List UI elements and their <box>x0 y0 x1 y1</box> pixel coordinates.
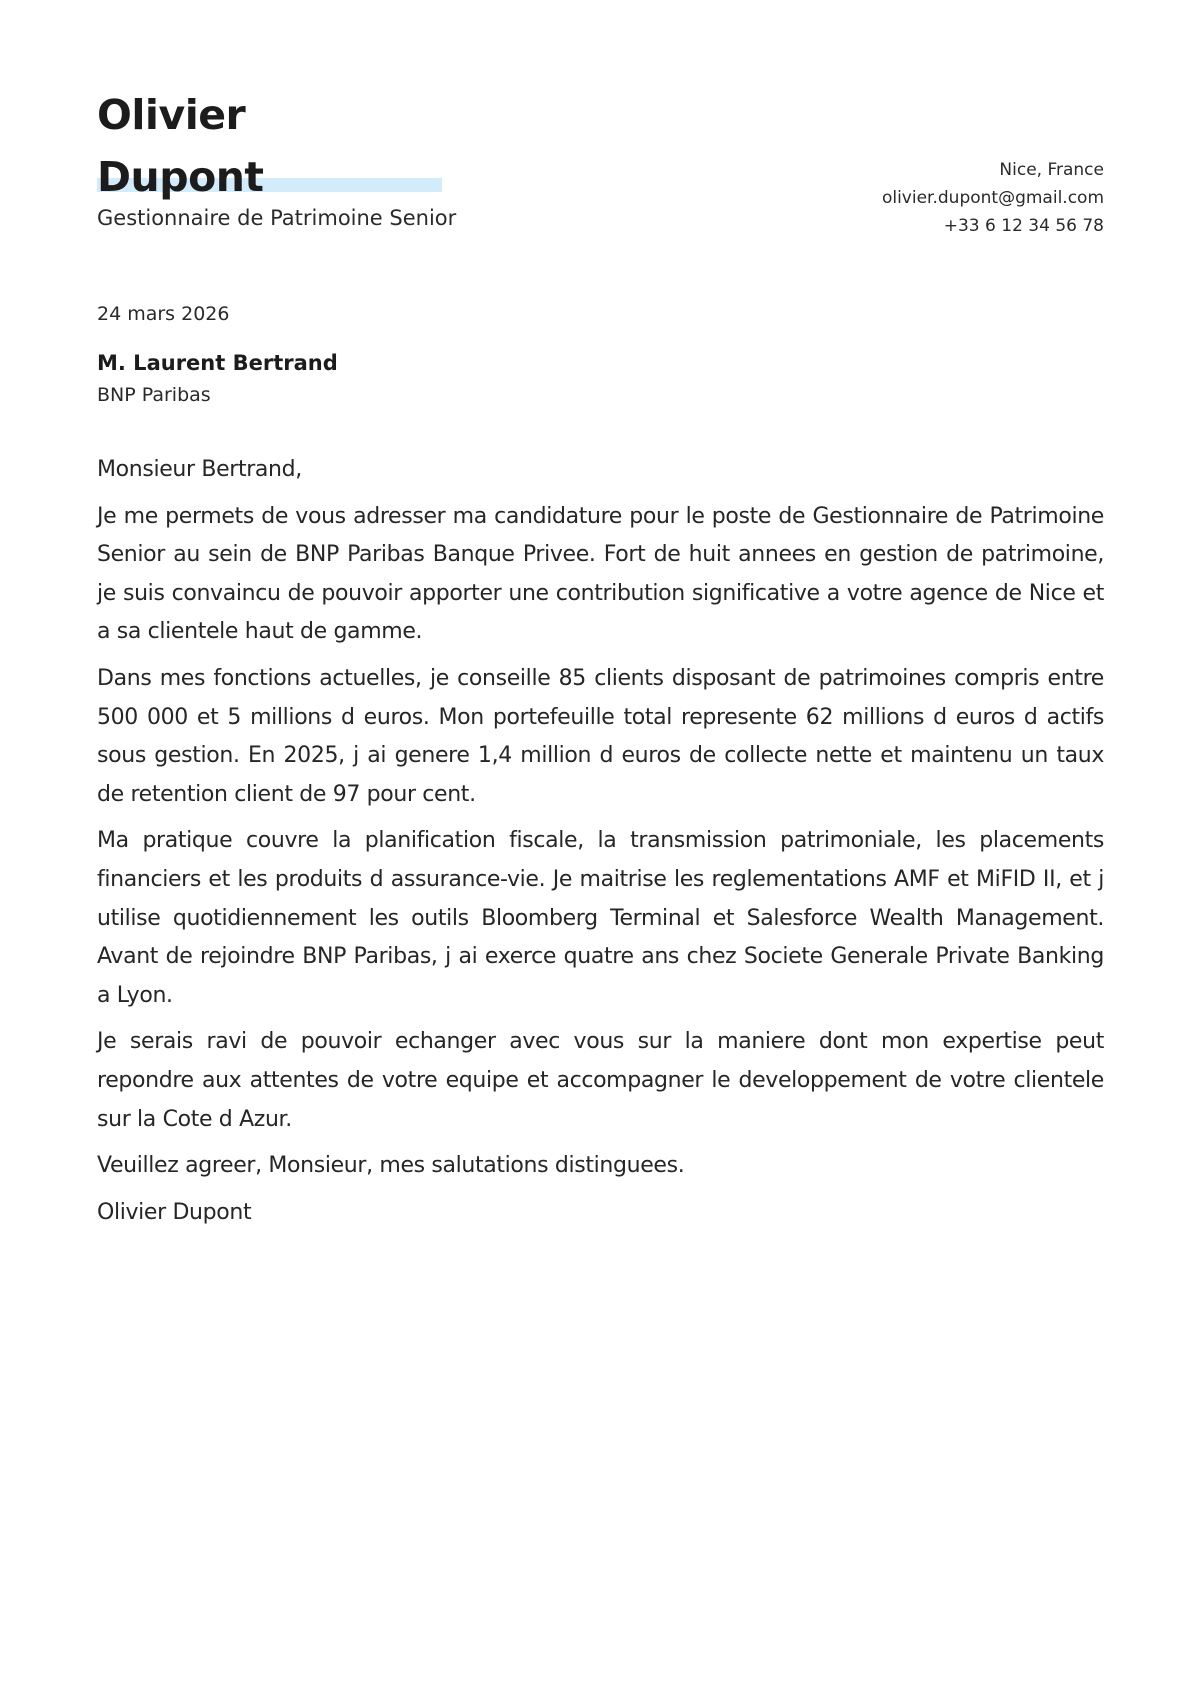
recipient-company: BNP Paribas <box>97 384 211 406</box>
body-paragraph: Je me permets de vous adresser ma candidature pour le poste de Gestionnaire de Patrimoine Senior au sein de BNP Paribas Banque Privee. Fort de huit annees en gestion de patrimoine, je suis convaincu de pouvoir apporter une contribution significative a votre agence de Nice et a sa clientele haut de gamme. <box>97 503 1104 645</box>
contact-info <box>882 156 1104 240</box>
body-paragraph: Dans mes fonctions actuelles, je conseille 85 clients disposant de patrimoines compris entre 500 000 et 5 millions d euros. Mon portefeuille total represente 62 millions d euros d actifs sous gestion. En 2025, j ai genere 1,4 million d euros de collecte nette et maintenu un taux de retention client de 97 pour cent. <box>97 665 1104 807</box>
applicant-first-name: Olivier <box>97 91 246 139</box>
body-paragraph: Ma pratique couvre la planification fiscale, la transmission patrimoniale, les placements financiers et les produits d assurance-vie. Je maitrise les reglementations AMF et MiFID II, et j utilise quotidiennement les outils Bloomberg Terminal et Salesforce Wealth Management. Avant de rejoindre BNP Paribas, j ai exerce quatre ans chez Societe Generale Private Banking a Lyon. <box>97 828 1104 1008</box>
recipient-name: M. Laurent Bertrand <box>97 351 338 375</box>
contact-location: Nice, France <box>999 160 1104 180</box>
contact-email: olivier.dupont@gmail.com <box>881 188 1104 208</box>
body-paragraph: Je serais ravi de pouvoir echanger avec vous sur la maniere dont mon expertise peut repondre aux attentes de votre equipe et accompagner le developpement de votre clientele sur la Cote d Azur. <box>97 1029 1104 1132</box>
applicant-name-block <box>97 84 457 208</box>
closing: Veuillez agreer, Monsieur, mes salutations distinguees. <box>97 1153 685 1179</box>
letter-date: 24 mars 2026 <box>97 303 230 325</box>
salutation: Monsieur Bertrand, <box>97 457 302 482</box>
applicant-job-title: Gestionnaire de Patrimoine Senior <box>97 206 457 230</box>
letter-header <box>97 84 1104 244</box>
applicant-last-name: Dupont <box>97 153 264 201</box>
signature: Olivier Dupont <box>97 1199 252 1225</box>
contact-phone: +33 6 12 34 56 78 <box>943 216 1104 236</box>
letter-body <box>97 451 1104 1240</box>
